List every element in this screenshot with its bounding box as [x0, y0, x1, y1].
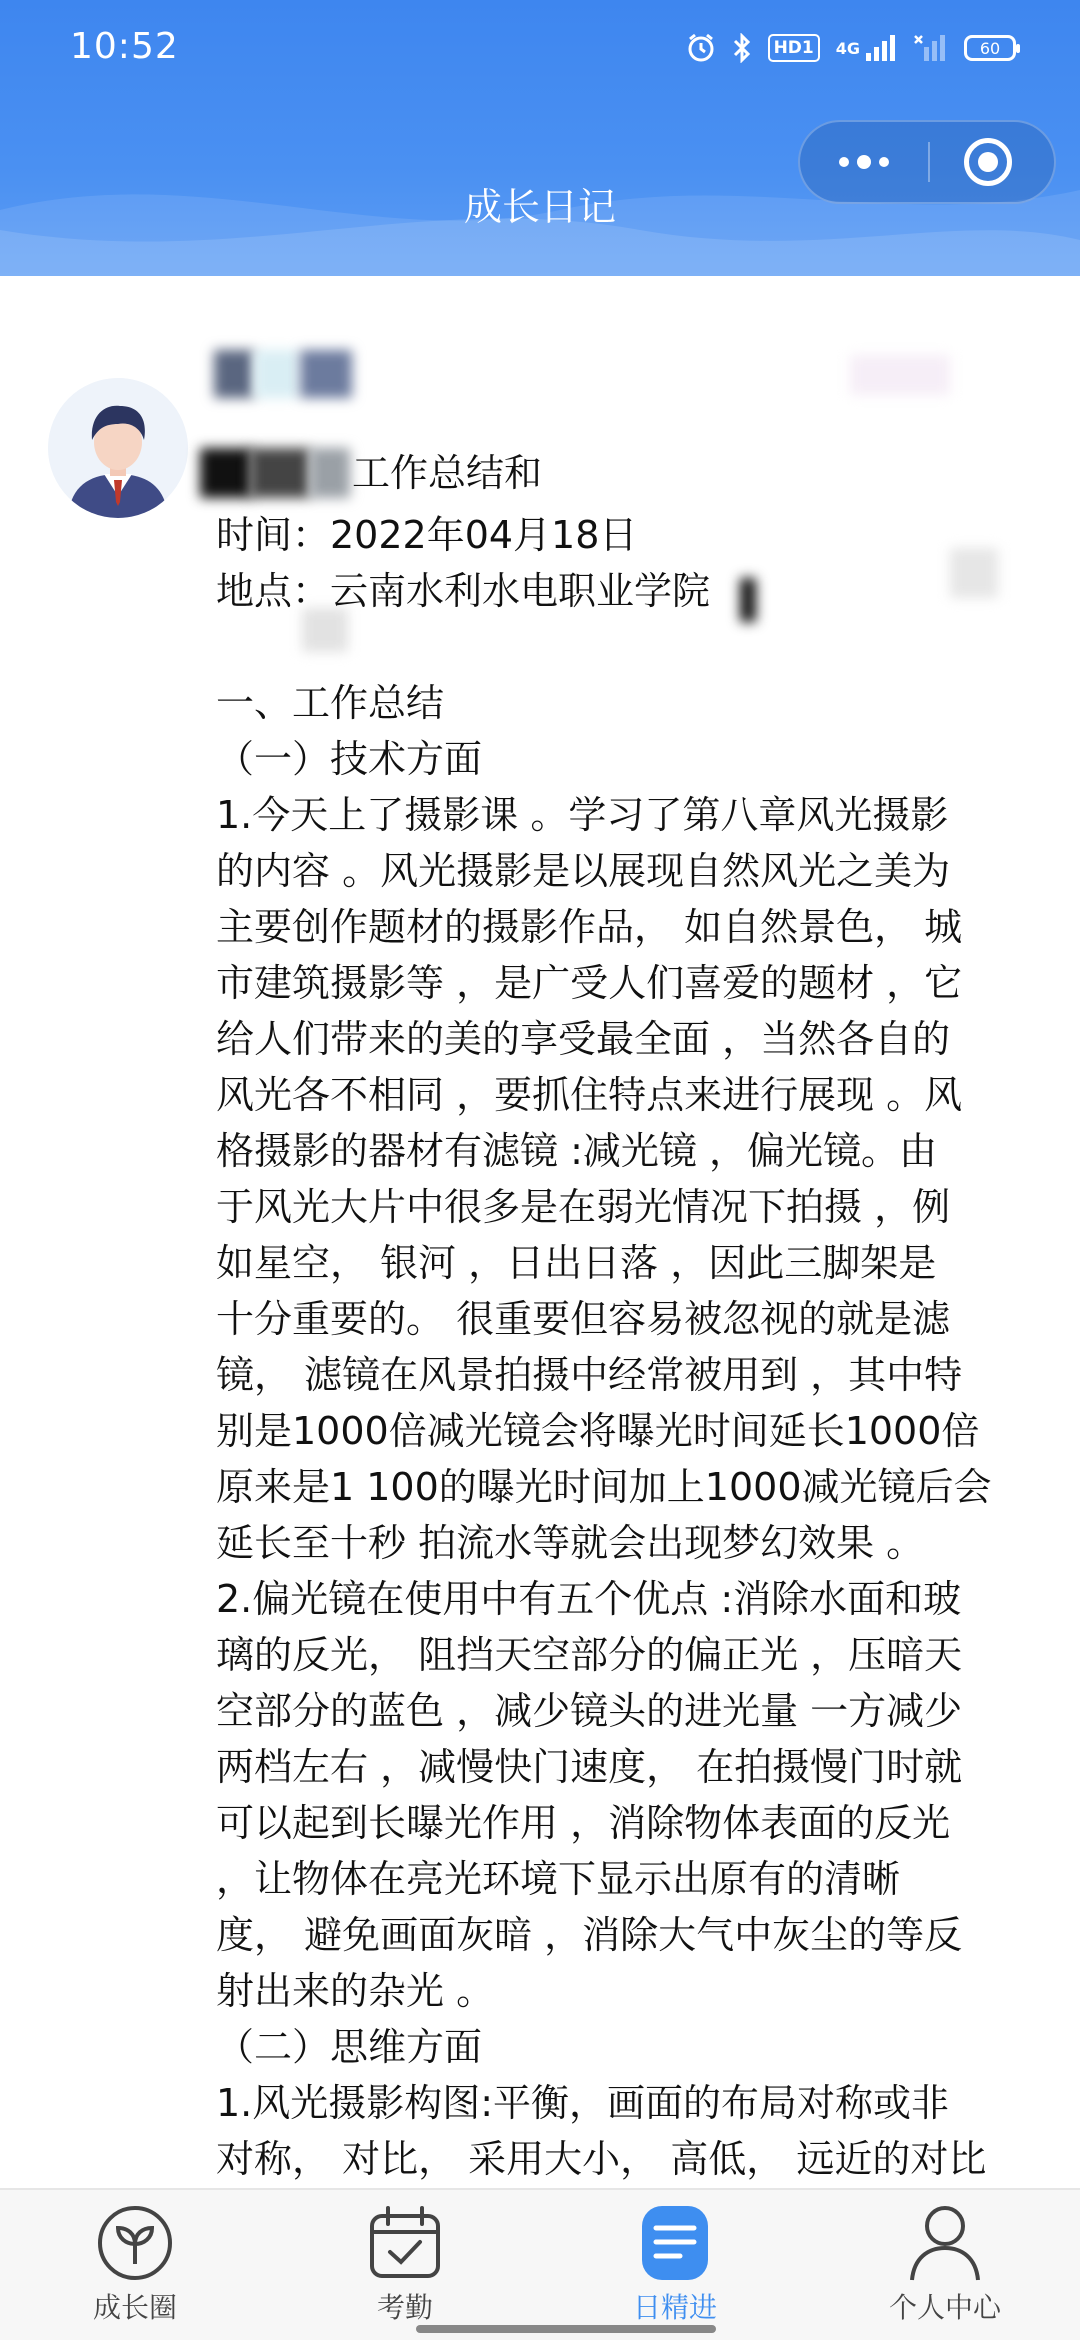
- home-indicator[interactable]: [416, 2325, 716, 2333]
- post-body-line: 给人们带来的美的享受最全面 ，当然各自的: [216, 1017, 951, 1061]
- post-body-line: 镜， 滤镜在风景拍摄中经常被用到 ，其中特: [216, 1353, 963, 1397]
- bottom-nav: [0, 2188, 1080, 2340]
- post-body-line: 市建筑摄影等 ，是广受人们喜爱的题材 ，它: [216, 961, 963, 1005]
- post-body-line: 射出来的杂光 。: [216, 1969, 495, 2013]
- nav-label: 考勤: [376, 2291, 433, 2324]
- post-body-line: 的内容 。风光摄影是以展现自然风光之美为: [216, 849, 951, 893]
- redacted-username: [214, 350, 254, 398]
- post-body-line: 可以起到长曝光作用 ，消除物体表面的反光: [216, 1801, 951, 1845]
- redacted-title-prefix: [250, 448, 310, 498]
- post-body-line: 度， 避免画面灰暗 ，消除大气中灰尘的等反: [216, 1913, 963, 1957]
- avatar[interactable]: [48, 378, 188, 518]
- redacted-username: [254, 350, 298, 398]
- more-dot-icon: [857, 155, 871, 169]
- post-body-line: 一、工作总结: [216, 681, 445, 725]
- post-body-line: ，让物体在亮光环境下显示出原有的清晰: [216, 1857, 901, 1901]
- post-body-line: 于风光大片中很多是在弱光情况下拍摄 ，例: [216, 1185, 951, 1229]
- page-title: 成长日记: [463, 185, 616, 229]
- avatar-person-icon: [48, 378, 188, 518]
- post-body-line: 原来是1 100的曝光时间加上1000减光镜后会: [216, 1465, 992, 1509]
- signal-no-sim-icon: [914, 33, 948, 63]
- status-bar: [0, 0, 1080, 96]
- post-body-line: 时间：2022年04月18日: [216, 513, 638, 557]
- post-body-line: 主要创作题材的摄影作品， 如自然景色， 城: [216, 905, 963, 949]
- nav-item-growth-circle[interactable]: [15, 2204, 255, 2334]
- post-body-line: 对称， 对比， 采用大小， 高低， 远近的对比: [216, 2137, 987, 2181]
- post-body-line: 如星空， 银河 ，日出日落 ，因此三脚架是: [216, 1241, 937, 1285]
- sprout-icon: [96, 2204, 174, 2282]
- post-body-line: 空部分的蓝色 ，减少镜头的进光量 一方减少: [216, 1689, 963, 1733]
- post-body-line: 地点：云南水利水电职业学院: [216, 569, 711, 613]
- nav-label: 个人中心: [888, 2291, 1001, 2324]
- battery-icon: [964, 35, 1016, 61]
- post-body-line: （一）技术方面: [216, 737, 483, 781]
- signal-icon: [864, 33, 898, 63]
- battery-level: 60: [979, 38, 1001, 58]
- redacted-title-prefix: [200, 448, 252, 498]
- bluetooth-icon: [732, 33, 752, 63]
- app-header: [0, 0, 1080, 276]
- post-body-line: 1.风光摄影构图:平衡，画面的布局对称或非: [216, 2081, 950, 2125]
- post-body-line: （二）思维方面: [216, 2025, 483, 2069]
- post-body-line: 十分重要的。 很重要但容易被忽视的就是滤: [216, 1297, 951, 1341]
- post-body-line: 别是1000倍减光镜会将曝光时间延长1000倍: [216, 1409, 980, 1453]
- post-body-line: 延长至十秒 拍流水等就会出现梦幻效果 。: [216, 1521, 925, 1565]
- post-body-line: 风光各不相同 ，要抓住特点来进行展现 。风: [216, 1073, 963, 1117]
- post-body-line: 格摄影的器材有滤镜 :减光镜 ，偏光镜。由: [216, 1129, 937, 1173]
- network-label: 4G: [835, 38, 860, 58]
- more-dot-icon: [879, 157, 889, 167]
- status-icons: [686, 28, 1016, 68]
- post-body-line: 2.偏光镜在使用中有五个优点 :消除水面和玻: [216, 1577, 962, 1621]
- document-list-icon: [636, 2204, 714, 2282]
- nav-item-daily-progress[interactable]: [555, 2204, 795, 2334]
- nav-item-attendance[interactable]: [285, 2204, 525, 2334]
- alarm-icon: [686, 33, 716, 63]
- more-dot-icon: [839, 157, 849, 167]
- post-body-line: 两档左右 ，减慢快门速度， 在拍摄慢门时就: [216, 1745, 963, 1789]
- redacted-title-prefix: [310, 448, 350, 498]
- hd-badge: HD1: [768, 34, 820, 62]
- calendar-check-icon: [366, 2204, 444, 2282]
- nav-item-profile[interactable]: [825, 2204, 1065, 2334]
- nav-label: 成长圈: [92, 2291, 177, 2324]
- redacted-region: [850, 355, 950, 395]
- post-body-line: [216, 619, 1046, 675]
- post-title: 工作总结和: [352, 451, 543, 495]
- nav-label: 日精进: [632, 2291, 717, 2324]
- status-time: 10:52: [70, 26, 179, 67]
- redacted-username: [300, 350, 352, 398]
- person-icon: [906, 2204, 984, 2282]
- post-body-line: 1.今天上了摄影课 。学习了第八章风光摄影: [216, 793, 949, 837]
- post-body: [216, 507, 1046, 2187]
- post-body-line: 璃的反光， 阻挡天空部分的偏正光 ，压暗天: [216, 1633, 963, 1677]
